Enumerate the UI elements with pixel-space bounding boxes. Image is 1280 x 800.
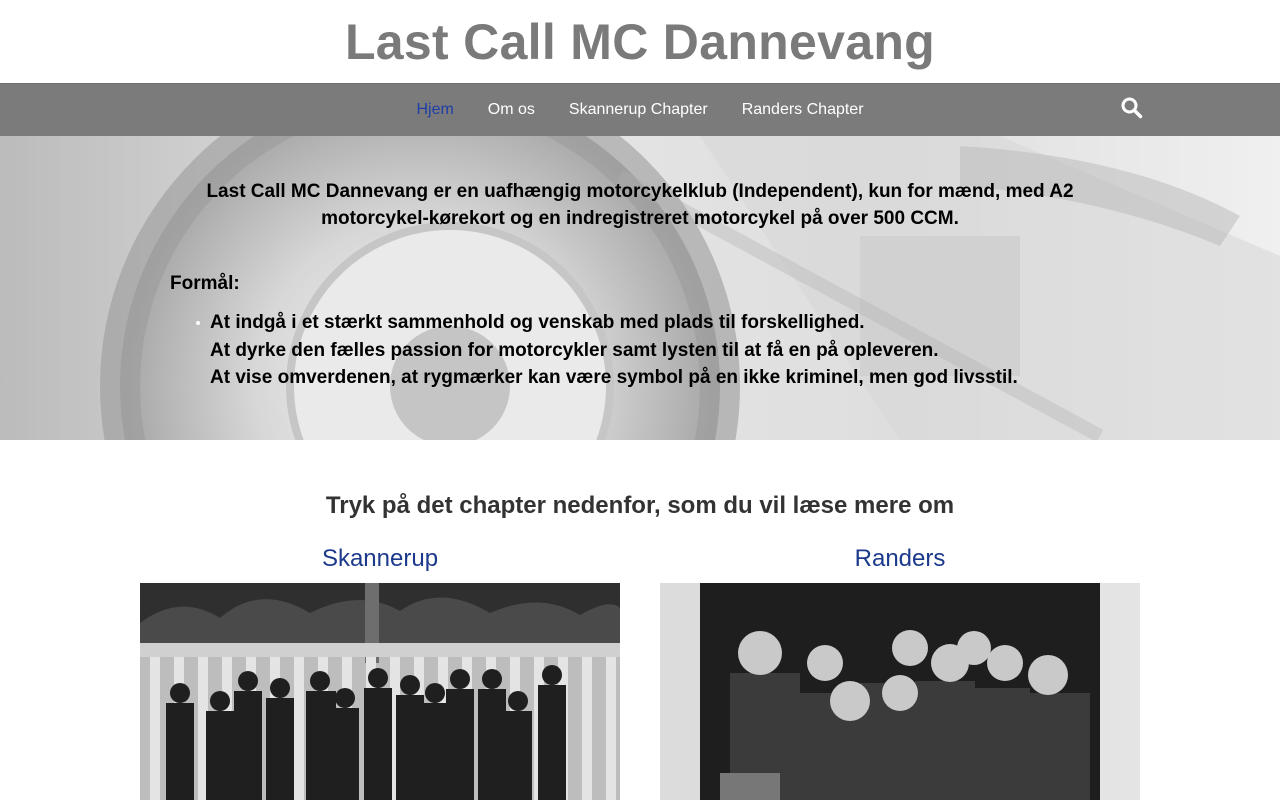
site-header	[0, 0, 1280, 83]
search-icon[interactable]	[1120, 96, 1144, 120]
site-title[interactable]: Last Call MC Dannevang	[344, 13, 936, 70]
chapter-link-randers[interactable]: Randers	[854, 545, 946, 572]
chapter-card-randers	[660, 545, 1140, 800]
hero-content	[0, 136, 1280, 392]
club-intro-text: Last Call MC Dannevang er en uafhængig motorcykelklub (Independent), kun for mænd, med A2 motorcykel-kørekort og en indregistreret motorcykel på over 500 CCM.	[206, 181, 1074, 229]
purpose-heading: Formål:	[170, 273, 240, 294]
hero-section	[0, 136, 1280, 440]
list-item: At vise omverdenen, at rygmærker kan være symbol på en ikke kriminel, men god livsstil.	[210, 367, 1018, 388]
main-nav	[0, 83, 1280, 136]
chapter-photo-skannerup[interactable]	[140, 583, 620, 800]
nav-item-hjem[interactable]: Hjem	[416, 101, 454, 118]
purpose-list	[210, 309, 1280, 392]
nav-item-om-os[interactable]: Om os	[487, 101, 535, 118]
chapters-heading: Tryk på det chapter nedenfor, som du vil læse mere om	[325, 492, 955, 519]
chapter-link-skannerup[interactable]: Skannerup	[321, 545, 439, 572]
chapter-photo-randers[interactable]	[660, 583, 1140, 800]
list-item: At indgå i et stærkt sammenhold og venskab med plads til forskellighed.	[210, 309, 1280, 337]
nav-item-randers-chapter[interactable]: Randers Chapter	[741, 101, 864, 118]
nav-item-skannerup-chapter[interactable]: Skannerup Chapter	[568, 101, 708, 118]
chapters-section	[0, 440, 1280, 800]
chapter-card-skannerup	[140, 545, 620, 800]
nav-menu	[399, 101, 880, 119]
chapter-grid	[0, 545, 1280, 800]
list-item: At dyrke den fælles passion for motorcykler samt lysten til at få en på opleveren.	[210, 339, 939, 361]
